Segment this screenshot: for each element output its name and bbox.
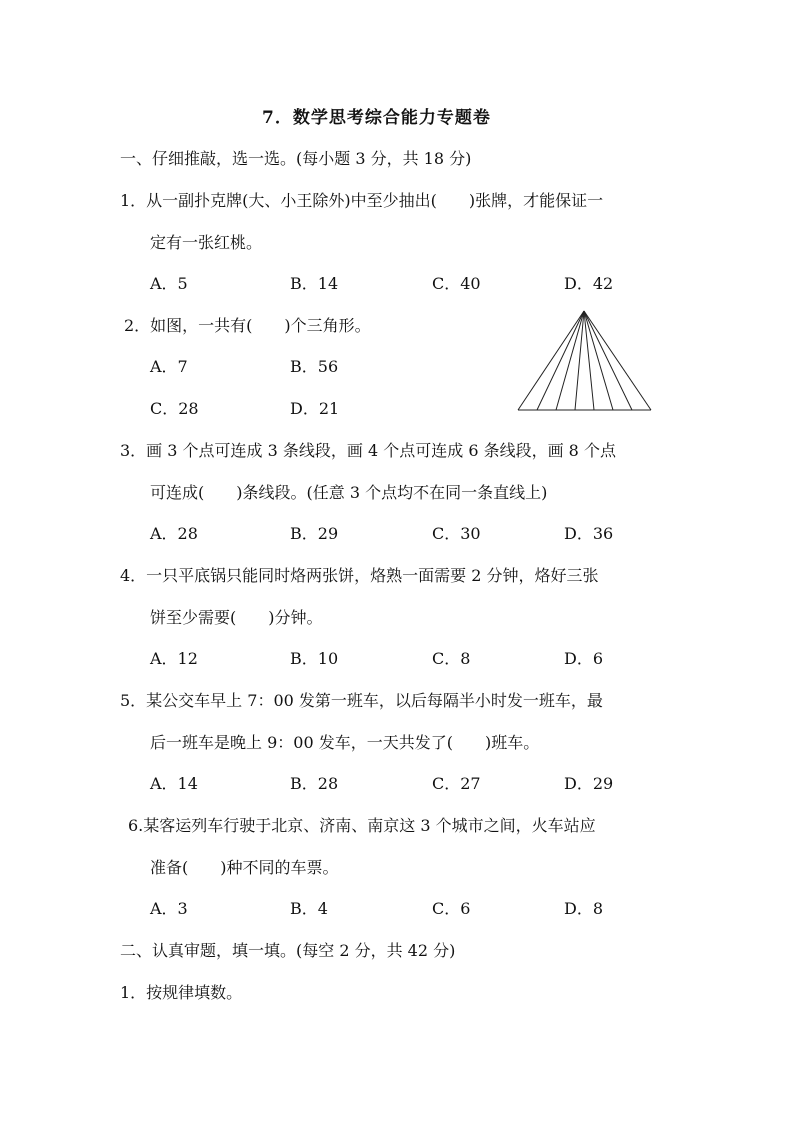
fan-line-4 xyxy=(584,311,594,410)
triangle-right-edge xyxy=(584,311,651,410)
question-5-option-c[interactable]: C．27 xyxy=(432,774,481,793)
question-5-option-b[interactable]: B．28 xyxy=(290,774,339,793)
question-2-option-c[interactable]: C．28 xyxy=(150,399,199,418)
question-5-line-1: 5．某公交车早上 7：00 发第一班车，以后每隔半小时发一班车，最 xyxy=(120,691,603,710)
question-2-option-b[interactable]: B．56 xyxy=(290,357,339,376)
question-3-option-d[interactable]: D．36 xyxy=(564,524,614,543)
question-4-line-2: 饼至少需要( )分钟。 xyxy=(150,608,323,627)
question-1-option-c[interactable]: C．40 xyxy=(432,274,481,293)
question-1-option-a[interactable]: A．5 xyxy=(150,274,188,293)
question-3-option-c[interactable]: C．30 xyxy=(432,524,481,543)
triangle-fan-figure xyxy=(516,309,654,413)
question-3-line-2: 可连成( )条线段。(任意 3 个点均不在同一条直线上) xyxy=(150,483,548,502)
question-1-option-d[interactable]: D．42 xyxy=(564,274,614,293)
question-6-line-1: 6.某客运列车行驶于北京、济南、南京这 3 个城市之间，火车站应 xyxy=(128,816,596,835)
section-2-heading: 二、认真审题，填一填。(每空 2 分，共 42 分) xyxy=(120,941,456,960)
question-4-option-d[interactable]: D．6 xyxy=(564,649,604,668)
triangle-outline xyxy=(518,311,651,410)
question-2-option-a[interactable]: A．7 xyxy=(150,357,188,376)
question-1-line-1: 1．从一副扑克牌(大、小王除外)中至少抽出( )张牌，才能保证一 xyxy=(120,191,604,210)
question-5-option-d[interactable]: D．29 xyxy=(564,774,614,793)
section-2-item-1: 1．按规律填数。 xyxy=(120,983,243,1002)
question-5-line-2: 后一班车是晚上 9：00 发车，一天共发了( )班车。 xyxy=(150,733,540,752)
question-4-option-b[interactable]: B．10 xyxy=(290,649,339,668)
question-4-option-c[interactable]: C．8 xyxy=(432,649,471,668)
question-3-option-a[interactable]: A．28 xyxy=(150,524,198,543)
question-5-option-a[interactable]: A．14 xyxy=(150,774,198,793)
question-4-line-1: 4．一只平底锅只能同时烙两张饼，烙熟一面需要 2 分钟，烙好三张 xyxy=(120,566,599,585)
question-2-option-d[interactable]: D．21 xyxy=(290,399,340,418)
question-6-option-d[interactable]: D．8 xyxy=(564,899,604,918)
triangle-left-edge xyxy=(518,311,584,410)
question-4-option-a[interactable]: A．12 xyxy=(150,649,198,668)
question-6-option-b[interactable]: B．4 xyxy=(290,899,328,918)
question-6-line-2: 准备( )种不同的车票。 xyxy=(150,858,339,877)
question-1-line-2: 定有一张红桃。 xyxy=(150,233,263,252)
section-1-heading: 一、仔细推敲，选一选。(每小题 3 分，共 18 分) xyxy=(120,149,472,168)
question-2-line-1: 2．如图，一共有( )个三角形。 xyxy=(124,316,371,335)
question-3-line-1: 3．画 3 个点可连成 3 条线段，画 4 个点可连成 6 条线段，画 8 个点 xyxy=(120,441,616,460)
fan-line-5 xyxy=(584,311,613,410)
question-6-option-a[interactable]: A．3 xyxy=(150,899,188,918)
question-6-option-c[interactable]: C．6 xyxy=(432,899,471,918)
question-3-option-b[interactable]: B．29 xyxy=(290,524,339,543)
page-title: 7．数学思考综合能力专题卷 xyxy=(262,108,491,128)
question-1-option-b[interactable]: B．14 xyxy=(290,274,339,293)
fan-line-6 xyxy=(584,311,632,410)
